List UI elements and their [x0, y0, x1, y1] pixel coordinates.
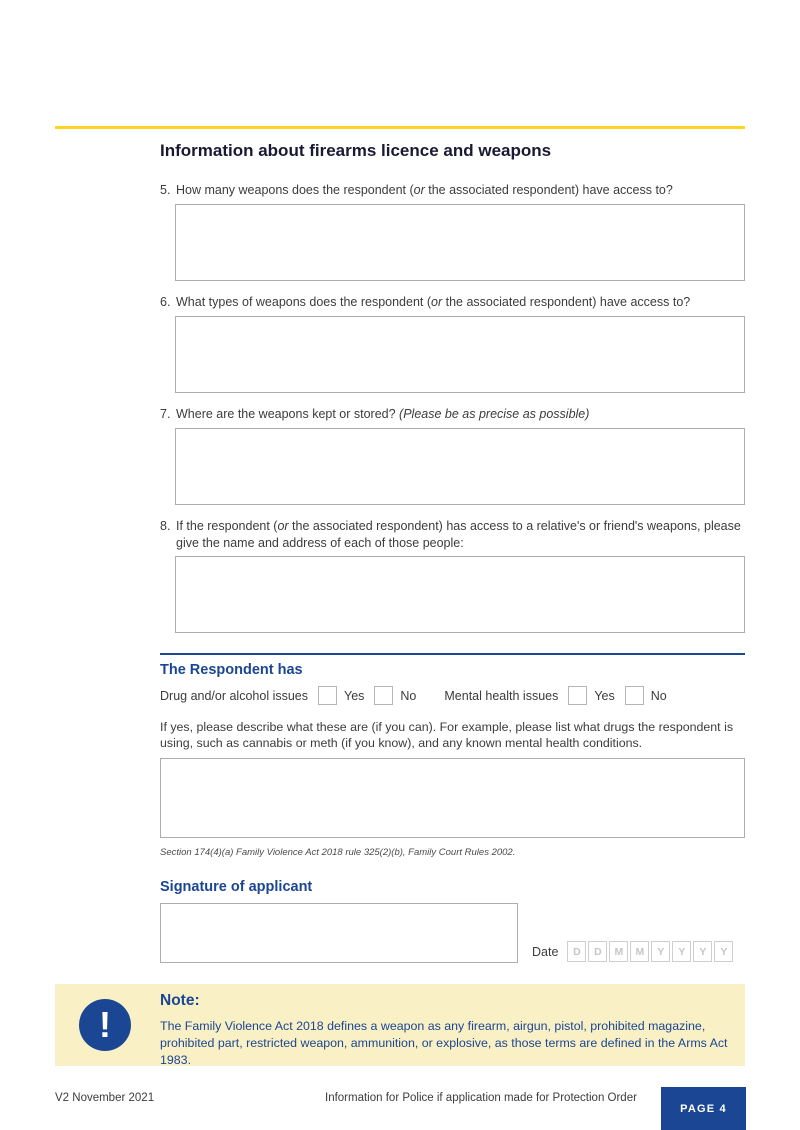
note-text: The Family Violence Act 2018 defines a weapon as any firearm, airgun, pistol, prohibited magazine, prohibited part, restricted weapon, ammunition, or explosive, as those terms are defined in the Arms Act 1983.	[160, 1019, 728, 1067]
question-7	[160, 406, 748, 423]
signature-section-heading: Signature of applicant	[160, 879, 313, 895]
note-title: Note:	[160, 992, 200, 1009]
date-box-day-1[interactable]: D	[567, 941, 586, 962]
drug-alcohol-no-checkbox[interactable]	[374, 686, 393, 705]
section-divider	[160, 653, 745, 655]
mental-health-no-label: No	[650, 688, 667, 703]
note-banner	[55, 984, 745, 1066]
question-6-number: 6.	[160, 295, 171, 309]
mental-health-yes-label: Yes	[594, 688, 615, 703]
date-box-day-2[interactable]: D	[588, 941, 607, 962]
accent-divider	[55, 126, 745, 129]
date-box-month-1[interactable]: M	[609, 941, 628, 962]
date-box-year-4[interactable]: Y	[714, 941, 733, 962]
question-6	[160, 294, 748, 311]
mental-health-yes-checkbox[interactable]	[568, 686, 587, 705]
date-label: Date	[532, 944, 559, 959]
question-6-answer-box[interactable]	[175, 316, 745, 393]
drug-alcohol-yes-label: Yes	[344, 688, 365, 703]
mental-health-no-checkbox[interactable]	[625, 686, 644, 705]
respondent-issues-answer-box[interactable]	[160, 758, 745, 838]
date-box-month-2[interactable]: M	[630, 941, 649, 962]
date-box-year-1[interactable]: Y	[651, 941, 670, 962]
question-8-answer-box[interactable]	[175, 556, 745, 633]
date-box-year-2[interactable]: Y	[672, 941, 691, 962]
drug-alcohol-label: Drug and/or alcohol issues	[160, 688, 308, 703]
question-7-text: Where are the weapons kept or stored? (Please be as precise as possible)	[176, 407, 590, 421]
drug-alcohol-no-label: No	[400, 688, 417, 703]
question-5	[160, 182, 748, 199]
question-8-text: If the respondent (or the associated respondent) has access to a relative's or friend's weapons, please give the name and address of each of those people:	[176, 519, 741, 550]
question-8-number: 8.	[160, 519, 171, 533]
issues-row	[160, 686, 667, 705]
signature-box[interactable]	[160, 903, 518, 963]
respondent-section-heading: The Respondent has	[160, 662, 303, 678]
legal-reference: Section 174(4)(a) Family Violence Act 2018 rule 325(2)(b), Family Court Rules 2002.	[160, 847, 516, 858]
mental-health-label: Mental health issues	[444, 688, 559, 703]
page-number-badge: PAGE 4	[661, 1087, 746, 1130]
question-5-number: 5.	[160, 183, 171, 197]
question-7-number: 7.	[160, 407, 171, 421]
footer-document-title: Information for Police if application made for Protection Order	[325, 1092, 637, 1104]
question-5-text: How many weapons does the respondent (or the associated respondent) have access to?	[176, 183, 673, 197]
date-row	[532, 941, 733, 962]
page-title: Information about firearms licence and weapons	[160, 141, 552, 160]
drug-alcohol-yes-checkbox[interactable]	[318, 686, 337, 705]
exclamation-icon: !	[79, 999, 131, 1051]
question-7-answer-box[interactable]	[175, 428, 745, 505]
question-8	[160, 518, 748, 552]
question-6-text: What types of weapons does the respondent (or the associated respondent) have access to?	[176, 295, 691, 309]
question-5-answer-box[interactable]	[175, 204, 745, 281]
issues-description: If yes, please describe what these are (if you can). For example, please list what drugs the respondent is using, such as cannabis or meth (if you know), and any known mental health conditions.	[160, 720, 734, 750]
date-box-year-3[interactable]: Y	[693, 941, 712, 962]
footer-version: V2 November 2021	[55, 1092, 155, 1104]
